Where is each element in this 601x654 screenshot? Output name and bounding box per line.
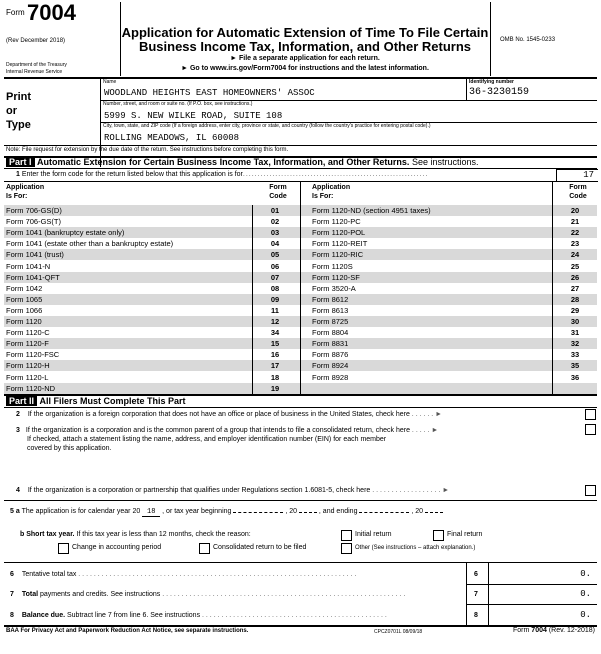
form-ref-rev: (Rev. 12-2018)	[548, 627, 595, 634]
line3-text-c: covered by this application.	[27, 445, 112, 452]
col-isfor-text-r: Is For:	[312, 193, 334, 200]
line7-box-label: 7	[474, 591, 478, 598]
form-name-right: Form 8876	[312, 350, 349, 360]
form-name-right: Form 8928	[312, 372, 349, 382]
form-word: Form	[6, 8, 25, 17]
col-form-text: Form	[269, 184, 287, 191]
form-code-left: 09	[270, 294, 280, 304]
line5a-text3: , 20	[285, 508, 298, 515]
form-code-right: 35	[570, 361, 580, 371]
line5a	[10, 508, 443, 517]
line5a-number: 5 a	[10, 508, 20, 515]
consolidated-return-label: Consolidated return to be filed	[213, 544, 307, 551]
form-code-right: 28	[570, 294, 580, 304]
line7-number: 7	[10, 591, 14, 598]
form-code-right: 32	[570, 339, 580, 349]
line5b-text: If this tax year is less than 12 months, check the reason:	[76, 531, 251, 538]
form-name-right: Form 1120-REIT	[312, 239, 368, 249]
calendar-year-field[interactable]: 18	[142, 508, 160, 517]
city-label: City, town, state, and ZIP code (If a foreign address, enter city, province or state, and country (follow the country's practice for entering postal code).)	[103, 123, 431, 129]
form-code-left: 17	[270, 361, 280, 371]
name-label: Name	[103, 79, 117, 85]
omb-number: OMB No. 1545-0233	[500, 37, 556, 43]
tax-year-end-yr-field[interactable]	[425, 512, 443, 513]
tax-year-begin-yr-field[interactable]	[299, 512, 317, 513]
form-code-left: 01	[270, 206, 280, 215]
form-name-left: Form 706-GS(D)	[6, 206, 62, 215]
line8-number: 8	[10, 612, 14, 619]
form-code-right: 30	[570, 317, 580, 326]
baa-notice: BAA For Privacy Act and Paperwork Reduction Act Notice, see separate instructions.	[6, 628, 249, 634]
form-code-left: 06	[270, 261, 280, 271]
line8-bold: Balance due.	[21, 612, 66, 619]
form-name-right: Form 1120-SF	[312, 272, 360, 282]
form-name-left: Form 1120-F	[6, 339, 49, 349]
form-code-left: 34	[270, 328, 280, 338]
form-code-left: 16	[270, 350, 280, 360]
total-payments-field[interactable]: 0.	[580, 589, 591, 599]
line1-number: 1	[16, 171, 20, 178]
form-code-right: 27	[570, 283, 580, 293]
separate-app-note: ► File a separate application for each return.	[230, 55, 380, 62]
part1-heading	[6, 157, 478, 167]
form-name-right: Form 3520-A	[312, 283, 356, 293]
form-code-left: 03	[270, 228, 280, 238]
change-accounting-checkbox[interactable]	[58, 543, 69, 554]
form-name-left: Form 1041 (estate other than a bankruptcy estate)	[6, 239, 174, 249]
or-label: or	[6, 105, 17, 117]
col-header-code-right	[558, 183, 598, 201]
org-name-field[interactable]: WOODLAND HEIGHTS EAST HOMEOWNERS' ASSOC	[104, 88, 315, 98]
col-form-text-r: Form	[569, 184, 587, 191]
form-ref-number: 7004	[531, 627, 547, 634]
line5a-text4: , and ending	[318, 508, 358, 515]
form-name-left: Form 1120-FSC	[6, 350, 60, 360]
line7: 7 Total payments and credits. See instructions . . . . . . . . . . . . . . . . . . . . . . . . . . . . . . . . . . . . . . . . . . . . . . . . . . . . . . . . . . . . . . .	[10, 591, 406, 598]
col-code-text-r: Code	[569, 193, 587, 200]
line5a-text2: , or tax year beginning	[162, 508, 232, 515]
consolidated-return-checkbox[interactable]	[199, 543, 210, 554]
form-code-left: 11	[271, 305, 279, 315]
line6: 6 Tentative total tax . . . . . . . . . . . . . . . . . . . . . . . . . . . . . . . . . . . . . . . . . . . . . . . . . . . . . . . . . . . . . . . . . . . . . . . .	[10, 571, 357, 578]
form-code-left: 05	[270, 250, 280, 260]
form-code-left: 08	[270, 283, 280, 293]
part1-title: Automatic Extension for Certain Business Income Tax, Information, and Other Returns.	[37, 157, 410, 167]
ein-field[interactable]: 36-3230159	[469, 87, 530, 98]
col-isfor-text: Is For:	[6, 193, 28, 200]
part2-title: All Filers Must Complete This Part	[39, 396, 186, 406]
part1-label: Part I	[6, 157, 35, 167]
line3-text-a: If the organization is a corporation and is the common parent of a group that intends to file a consolidated return, check here	[25, 427, 410, 434]
line8-box-label: 8	[474, 612, 478, 619]
form-code-right: 24	[570, 250, 580, 260]
form-code-right: 26	[570, 272, 580, 282]
form-name-left: Form 1120	[6, 317, 42, 326]
form-title-line1: Application for Automatic Extension of Time To File Certain	[121, 25, 489, 40]
col-header-code-left	[258, 183, 298, 201]
form-code-right: 21	[570, 217, 580, 227]
line4: 4 If the organization is a corporation or partnership that qualifies under Regulations section 1.6081-5, check here . . . . . . . . . . . . . . . . . . ►	[16, 487, 450, 494]
form-code-left: 07	[270, 272, 280, 282]
form-name-left: Form 1066	[6, 305, 43, 315]
part2-label: Part II	[6, 396, 37, 406]
line2-number: 2	[16, 411, 20, 418]
form-name-left: Form 1042	[6, 283, 43, 293]
ein-label: Identifying number	[469, 79, 514, 85]
line6-text: Tentative total tax	[21, 571, 77, 578]
form-name-right: Form 1120-POL	[312, 228, 366, 238]
col-code-text: Code	[269, 193, 287, 200]
form-name-left: Form 1041 (trust)	[6, 250, 64, 260]
col-header-application-right	[312, 183, 350, 201]
form-code-right: 33	[570, 350, 580, 360]
form-code-left: 18	[270, 372, 280, 382]
form-name-left: Form 1120-ND	[6, 383, 56, 393]
irs-url-note: ► Go to www.irs.gov/Form7004 for instructions and the latest information.	[181, 65, 429, 72]
form-revision: (Rev December 2018)	[6, 38, 66, 44]
line5b-bold: Short tax year.	[26, 531, 75, 538]
form-name-right: Form 8831	[312, 339, 349, 349]
line4-checkbox[interactable]	[585, 485, 596, 496]
form-code-right: 25	[570, 261, 580, 271]
final-return-label: Final return	[447, 531, 483, 538]
col-app-text: Application	[6, 184, 45, 191]
other-checkbox[interactable]	[341, 543, 352, 554]
line6-box-label: 6	[474, 571, 478, 578]
form-name-right: Form 1120-ND (section 4951 taxes)	[312, 206, 431, 215]
tax-year-begin-field[interactable]	[233, 512, 283, 513]
city-field[interactable]: ROLLING MEADOWS, IL 60008	[104, 133, 240, 143]
line5b-label: b	[20, 531, 25, 538]
line1-text: Enter the form code for the return listed below that this application is for	[21, 171, 243, 178]
form-title	[120, 26, 490, 54]
form-name-left: Form 1041-QFT	[6, 272, 60, 282]
line2: 2 If the organization is a foreign corporation that does not have an office or place of business in the United States, check here . . . . . . ►	[16, 411, 443, 418]
form-name-left: Form 1041-N	[6, 261, 51, 271]
line2-checkbox[interactable]	[585, 409, 596, 420]
form-name-right: Form 1120S	[312, 261, 353, 271]
line1-row: 1 Enter the form code for the return listed below that this application is for...............................................................	[16, 171, 429, 178]
line7-bold: Total	[21, 591, 39, 598]
form-name-right: Form 8613	[312, 305, 349, 315]
form-code-right: 29	[570, 305, 580, 315]
balance-due-field[interactable]: 0.	[580, 610, 591, 620]
form-code-left: 04	[270, 239, 280, 249]
form-name-right: Form 8924	[312, 361, 349, 371]
other-label: Other (See instructions – attach explanation.)	[355, 545, 476, 551]
col-app-text-r: Application	[312, 184, 351, 191]
form-name-right: Form 8725	[312, 317, 349, 326]
form-name-left: Form 1120-L	[6, 372, 49, 382]
form-name-left: Form 1120-C	[6, 328, 50, 338]
line5a-text1: The application is for calendar year 20	[21, 508, 141, 515]
form-code-left: 15	[270, 339, 280, 349]
line8-text: Subtract line 7 from line 6. See instructions	[67, 612, 201, 619]
line3-checkbox[interactable]	[585, 424, 596, 435]
form-ref-word: Form	[513, 627, 530, 634]
form-title-line2: Business Income Tax, Information, and Other Returns	[138, 39, 472, 54]
line5b	[20, 531, 251, 538]
form-number: 7004	[27, 0, 76, 25]
final-return-checkbox[interactable]	[433, 530, 444, 541]
part1-title-tail: See instructions.	[409, 157, 479, 167]
form-code-left: 02	[270, 217, 280, 227]
tentative-tax-field[interactable]: 0.	[580, 569, 591, 579]
form-code-value: 17	[583, 170, 594, 180]
extension-note: Note: File request for extension by the due date of the return. See instructions before completing this form.	[6, 147, 289, 153]
form-code-right: 23	[570, 239, 580, 249]
print-label: Print	[6, 91, 32, 103]
print-or-type-label	[6, 90, 31, 132]
line8: 8 Balance due. Subtract line 7 from line 6. See instructions . . . . . . . . . . . . . . . . . . . . . . . . . . . . . . . . . . . . . . . . . . . . . . . .	[10, 612, 387, 619]
form-code-right: 36	[570, 372, 580, 382]
form-name-right: Form 1120-PC	[312, 217, 361, 227]
form-name-right: Form 1120-RIC	[312, 250, 364, 260]
line3: 3 If the organization is a corporation and is the common parent of a group that intends to file a consolidated return, check here . . . . . ► If checked, attach a statement listing the name, address, and employer identification number (EIN) for each member covered by this application.	[16, 427, 439, 452]
street-label: Number, street, and room or suite no. (If P.O. box, see instructions.)	[103, 101, 253, 107]
initial-return-label: Initial return	[355, 531, 392, 538]
form-name-left: Form 1120-H	[6, 361, 50, 371]
line6-number: 6	[10, 571, 14, 578]
change-accounting-label: Change in accounting period	[72, 544, 162, 551]
form-code-left: 19	[270, 383, 280, 393]
software-code: CPCZ0701L 08/09/18	[374, 629, 423, 635]
line3-number: 3	[16, 427, 20, 434]
form-code-right: 31	[570, 328, 580, 338]
form-code-right: 22	[570, 228, 580, 238]
type-label: Type	[6, 119, 31, 131]
street-field[interactable]: 5999 S. NEW WILKE ROAD, SUITE 108	[104, 111, 283, 121]
form-ref	[513, 627, 595, 634]
line2-text: If the organization is a foreign corporation that does not have an office or place of business in the United States, check here	[27, 411, 410, 418]
line4-number: 4	[16, 487, 20, 494]
col-header-application	[6, 183, 44, 201]
form-name-left: Form 1041 (bankruptcy estate only)	[6, 228, 125, 238]
line7-text: payments and credits. See instructions	[40, 591, 161, 598]
irs-label: Internal Revenue Service	[6, 69, 63, 75]
line5a-text5: , 20	[411, 508, 424, 515]
form-name-left: Form 1065	[6, 294, 43, 304]
form-name-right: Form 8612	[312, 294, 349, 304]
part2-heading	[6, 396, 186, 406]
form-name-right: Form 8804	[312, 328, 349, 338]
initial-return-checkbox[interactable]	[341, 530, 352, 541]
tax-year-end-field[interactable]	[359, 512, 409, 513]
form-name-left: Form 706-GS(T)	[6, 217, 62, 227]
dept-treasury: Department of the Treasury	[6, 62, 67, 68]
form-code-left: 12	[270, 317, 280, 326]
line3-text-b: If checked, attach a statement listing the name, address, and employer identification number (EIN) for each member	[27, 436, 387, 443]
form-code-right: 20	[570, 206, 580, 215]
line4-text: If the organization is a corporation or partnership that qualifies under Regulations section 1.6081-5, check here	[27, 487, 371, 494]
